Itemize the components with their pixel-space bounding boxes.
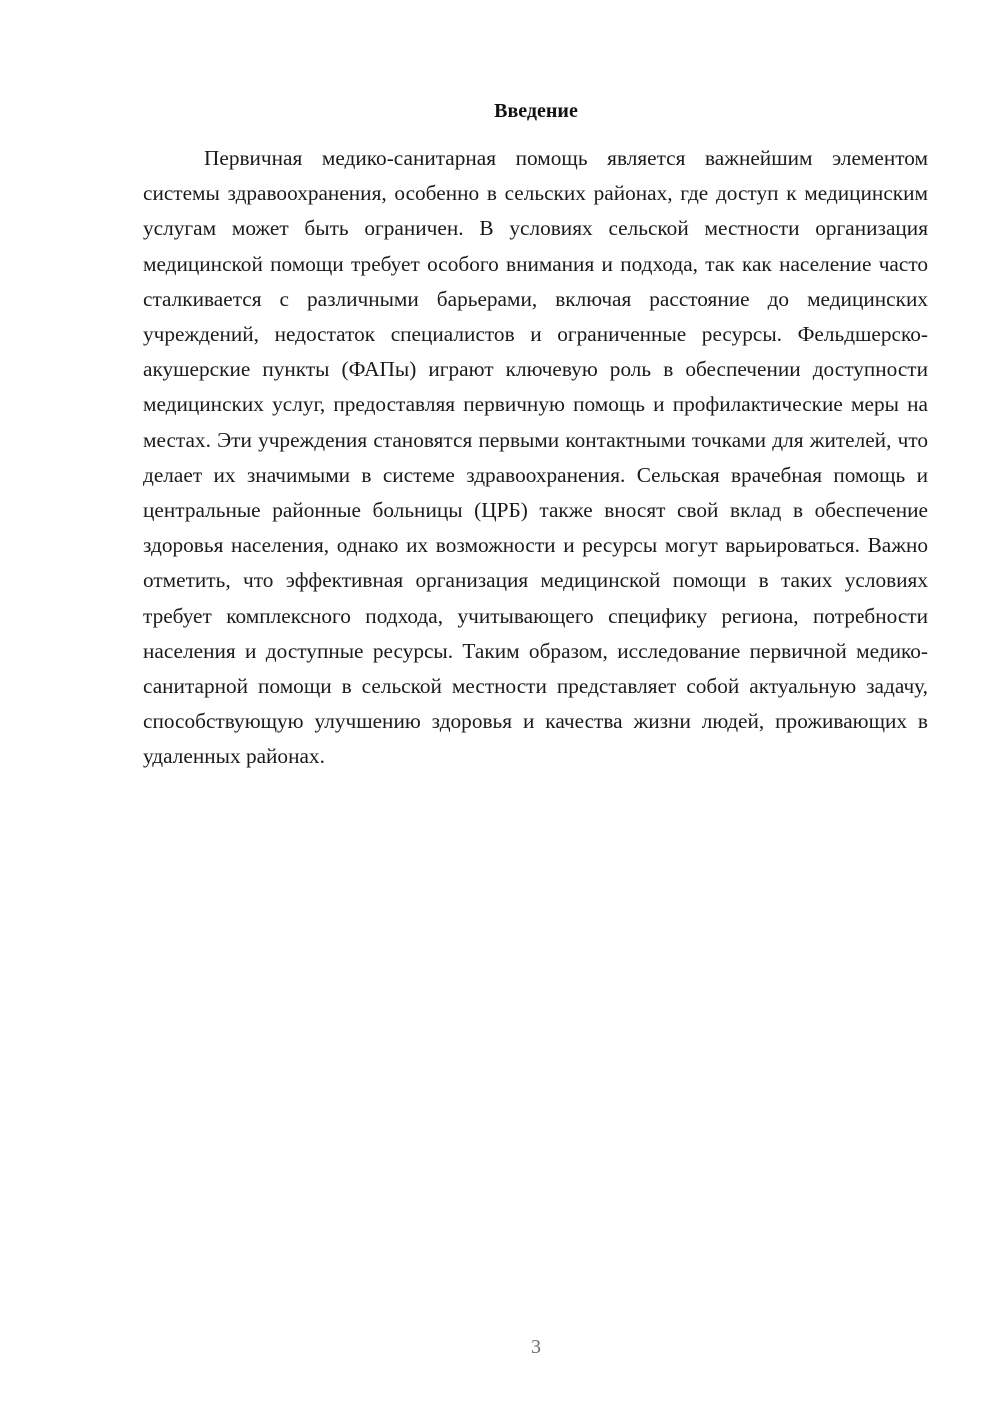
section-heading: Введение <box>494 100 578 122</box>
body-paragraph: Первичная медико-санитарная помощь является важнейшим элементом системы здравоохранения, особенно в сельских районах, где доступ к медицинским услугам может быть ограничен. В условиях сельской местности организация медицинской помощи требует особого внимания и подхода, так как население часто сталкивается с различными барьерами, включая расстояние до медицинских учреждений, недостаток специалистов и ограниченные ресурсы. Фельдшерско-акушерские пункты (ФАПы) играют ключевую роль в обеспечении доступности медицинских услуг, предоставляя первичную помощь и профилактические меры на местах. Эти учреждения становятся первыми контактными точками для жителей, что делает их значимыми в системе здравоохранения. Сельская врачебная помощь и центральные районные больницы (ЦРБ) также вносят свой вклад в обеспечение здоровья населения, однако их возможности и ресурсы могут варьироваться. Важно отметить, что эффективная организация медицинской помощи в таких условиях требует комплексного подхода, учитывающего специфику региона, потребности населения и доступные ресурсы. Таким образом, исследование первичной медико-санитарной помощи в сельской местности представляет собой актуальную задачу, способствующую улучшению здоровья и качества жизни людей, проживающих в удаленных районах. <box>143 146 928 769</box>
page-number: 3 <box>531 1336 541 1358</box>
